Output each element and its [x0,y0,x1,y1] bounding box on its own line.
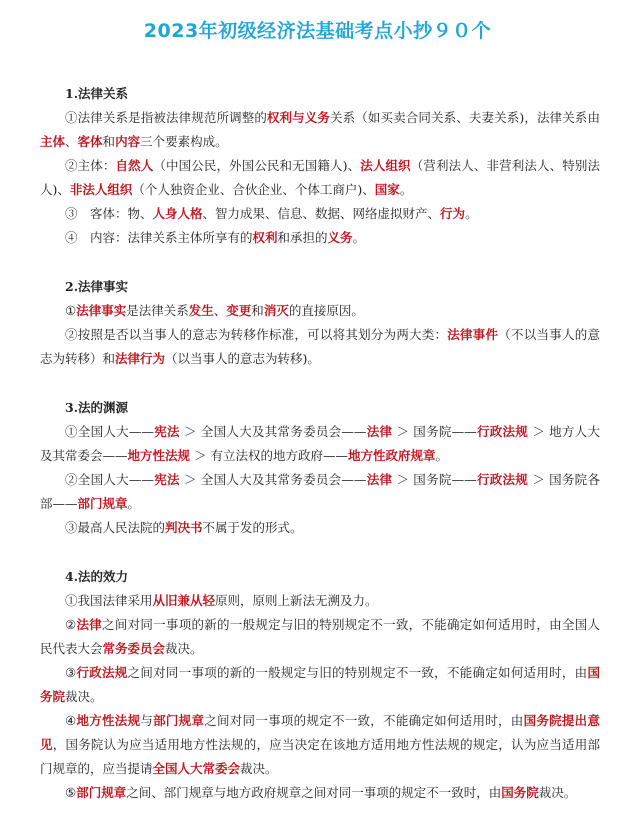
text-run: 。 [399,182,413,197]
page-title: 2023年初级经济法基础考点小抄９０个 [143,20,492,42]
paragraph [40,226,600,250]
highlight-term: 国务院 [501,785,539,800]
highlight-term: 义务 [327,230,353,245]
text-run: 裁决。 [240,761,278,776]
text-run: 裁决。 [538,785,577,800]
text-run: 不属于发的形式。 [202,520,303,535]
highlight-term: 宪法 [153,424,180,439]
highlight-term: 部门规章 [76,785,127,800]
text-run: 之间对同一事项的规定不一致，不能确定如何适用时，由 [204,713,524,728]
text-run: 的直接原因。 [288,303,364,318]
text-run: 之间对同一事项的新的一般规定与旧的特别规定不一致，不能确定如何适用时，由全国人民代表大会 [40,617,600,656]
text-run: ＞ 国务院—— [392,424,477,439]
text-run: 之间、部门规章与地方政府规章之间对同一事项的规定不一致时，由 [126,785,502,800]
text-run: ③ [65,665,77,680]
highlight-term: 法律 [366,424,393,439]
highlight-term: 主体 [40,134,66,149]
highlight-term: 非法人组织 [69,182,133,197]
highlight-term: 权利 [252,230,278,245]
highlight-term: 法律行为 [115,351,166,366]
section [40,82,600,250]
text-run: ①我国法律采用 [65,593,153,608]
highlight-term: 法律 [76,617,103,632]
text-run: ＞ 地方人大及其常委会—— [40,424,600,463]
highlight-term: 法律 [366,472,393,487]
text-run: ＞ 有立法权的地方政府—— [190,448,348,463]
text-run: 、智力成果、信息、数据、网络虚拟财产、 [202,206,441,221]
paragraph [40,323,600,371]
section-heading: 4.法的效力 [65,569,129,584]
paragraph [40,299,600,323]
text-run: 。 [465,206,478,221]
highlight-term: 部门规章 [153,713,205,728]
paragraph [40,154,600,202]
text-run: 裁决。 [165,641,203,656]
text-run: 原则，原则上新法无溯及力。 [215,593,378,608]
text-run: ，国务院认为应当适用地方性法规的，应当决定在该地方适用地方性法规的规定，认为应当适用部门规章的，应当提请 [40,737,600,776]
paragraph [40,781,600,805]
text-run: ＞ 全国人大及其常务委员会—— [179,472,367,487]
text-run: ＞ 国务院各部—— [40,472,600,511]
section [40,275,600,371]
text-run: 和承担的 [277,230,328,245]
text-run: 和 [251,303,264,318]
highlight-term: 法人组织 [360,158,411,173]
highlight-term: 常务委员会 [102,641,166,656]
text-run: ②全国人大—— [65,472,154,487]
highlight-term: 法律事件 [447,327,499,342]
section-heading: 1.法律关系 [65,86,129,101]
text-run: ①全国人大—— [65,424,154,439]
paragraph [40,420,600,468]
text-run: 。 [352,230,366,245]
paragraph [40,202,600,226]
text-run: （营利法人、非营利法人、特别法人)、 [40,158,600,197]
text-run: 。 [127,496,141,511]
text-run: ②主体： [65,158,116,173]
paragraph [40,709,600,781]
section [40,565,600,805]
text-run: （不以当事人的意志为转移）和 [40,327,600,366]
text-run: ②按照是否以当事人的意志为转移作标准，可以将其划分为两大类： [65,327,448,342]
paragraph [40,661,600,709]
highlight-term: 地方性法规 [127,448,191,463]
highlight-term: 行政法规 [476,424,529,439]
paragraph [40,516,600,540]
text-run: 和 [102,134,116,149]
text-run: ⑤ [65,785,77,800]
text-run: ③最高人民法院的 [65,520,166,535]
highlight-term: 变更 [226,303,252,318]
highlight-term: 国务院 [40,665,600,704]
highlight-term: 法律事实 [76,303,127,318]
highlight-term: 国家 [374,182,400,197]
text-run: （以当事人的意志为转移)。 [165,351,320,366]
section-heading: 3.法的渊源 [65,400,129,415]
paragraph [40,589,600,613]
text-run: ② [65,617,77,632]
highlight-term: 全国人大常委会 [152,761,241,776]
paragraph [40,468,600,516]
highlight-term: 宪法 [153,472,180,487]
text-run: ① [65,303,77,318]
text-run: 、 [65,134,78,149]
highlight-term: 行政法规 [476,472,529,487]
paragraph [40,106,600,154]
text-run: ＞ 国务院—— [392,472,477,487]
text-run: （中国公民，外国公民和无国籍人)、 [153,158,361,173]
highlight-term: 地方性法规 [76,713,141,728]
text-run: 裁决。 [65,689,103,704]
text-run: 、 [213,303,227,318]
highlight-term: 权利与义务 [266,110,331,125]
highlight-term: 客体 [77,134,103,149]
highlight-term: 自然人 [115,158,154,173]
document-body [40,82,600,830]
text-run: ④ [65,713,77,728]
text-run: 之间对同一事项的新的一般规定与旧的特别规定不一致，不能确定如何适用时，由 [127,665,588,680]
paragraph [40,613,600,661]
text-run: 是法律关系 [126,303,189,318]
highlight-term: 人身人格 [152,206,203,221]
text-run: ＞ 全国人大及其常务委员会—— [179,424,367,439]
text-run: 。 [435,448,449,463]
text-run: ①法律关系是指被法律规范所调整的 [65,110,267,125]
text-run: （个人独资企业、合伙企业、个体工商户)、 [132,182,375,197]
highlight-term: 判决书 [165,520,203,535]
text-run: ③ 客体：物、 [65,206,153,221]
section [40,396,600,540]
highlight-term: 部门规章 [77,496,128,511]
highlight-term: 内容 [115,134,141,149]
highlight-term: 发生 [188,303,214,318]
highlight-term: 行政法规 [76,665,128,680]
highlight-term: 行为 [440,206,466,221]
highlight-term: 消灭 [263,303,289,318]
text-run: ④ 内容：法律关系主体所享有的 [65,230,253,245]
section-heading: 2.法律事实 [65,279,129,294]
text-run: 与 [140,713,154,728]
highlight-term: 从旧兼从轻 [152,593,216,608]
text-run: 关系（如买卖合同关系、夫妻关系)，法律关系由 [330,110,600,125]
highlight-term: 国务院提出意见 [40,713,600,752]
text-run: 三个要素构成。 [140,134,228,149]
highlight-term: 地方性政府规章 [347,448,436,463]
